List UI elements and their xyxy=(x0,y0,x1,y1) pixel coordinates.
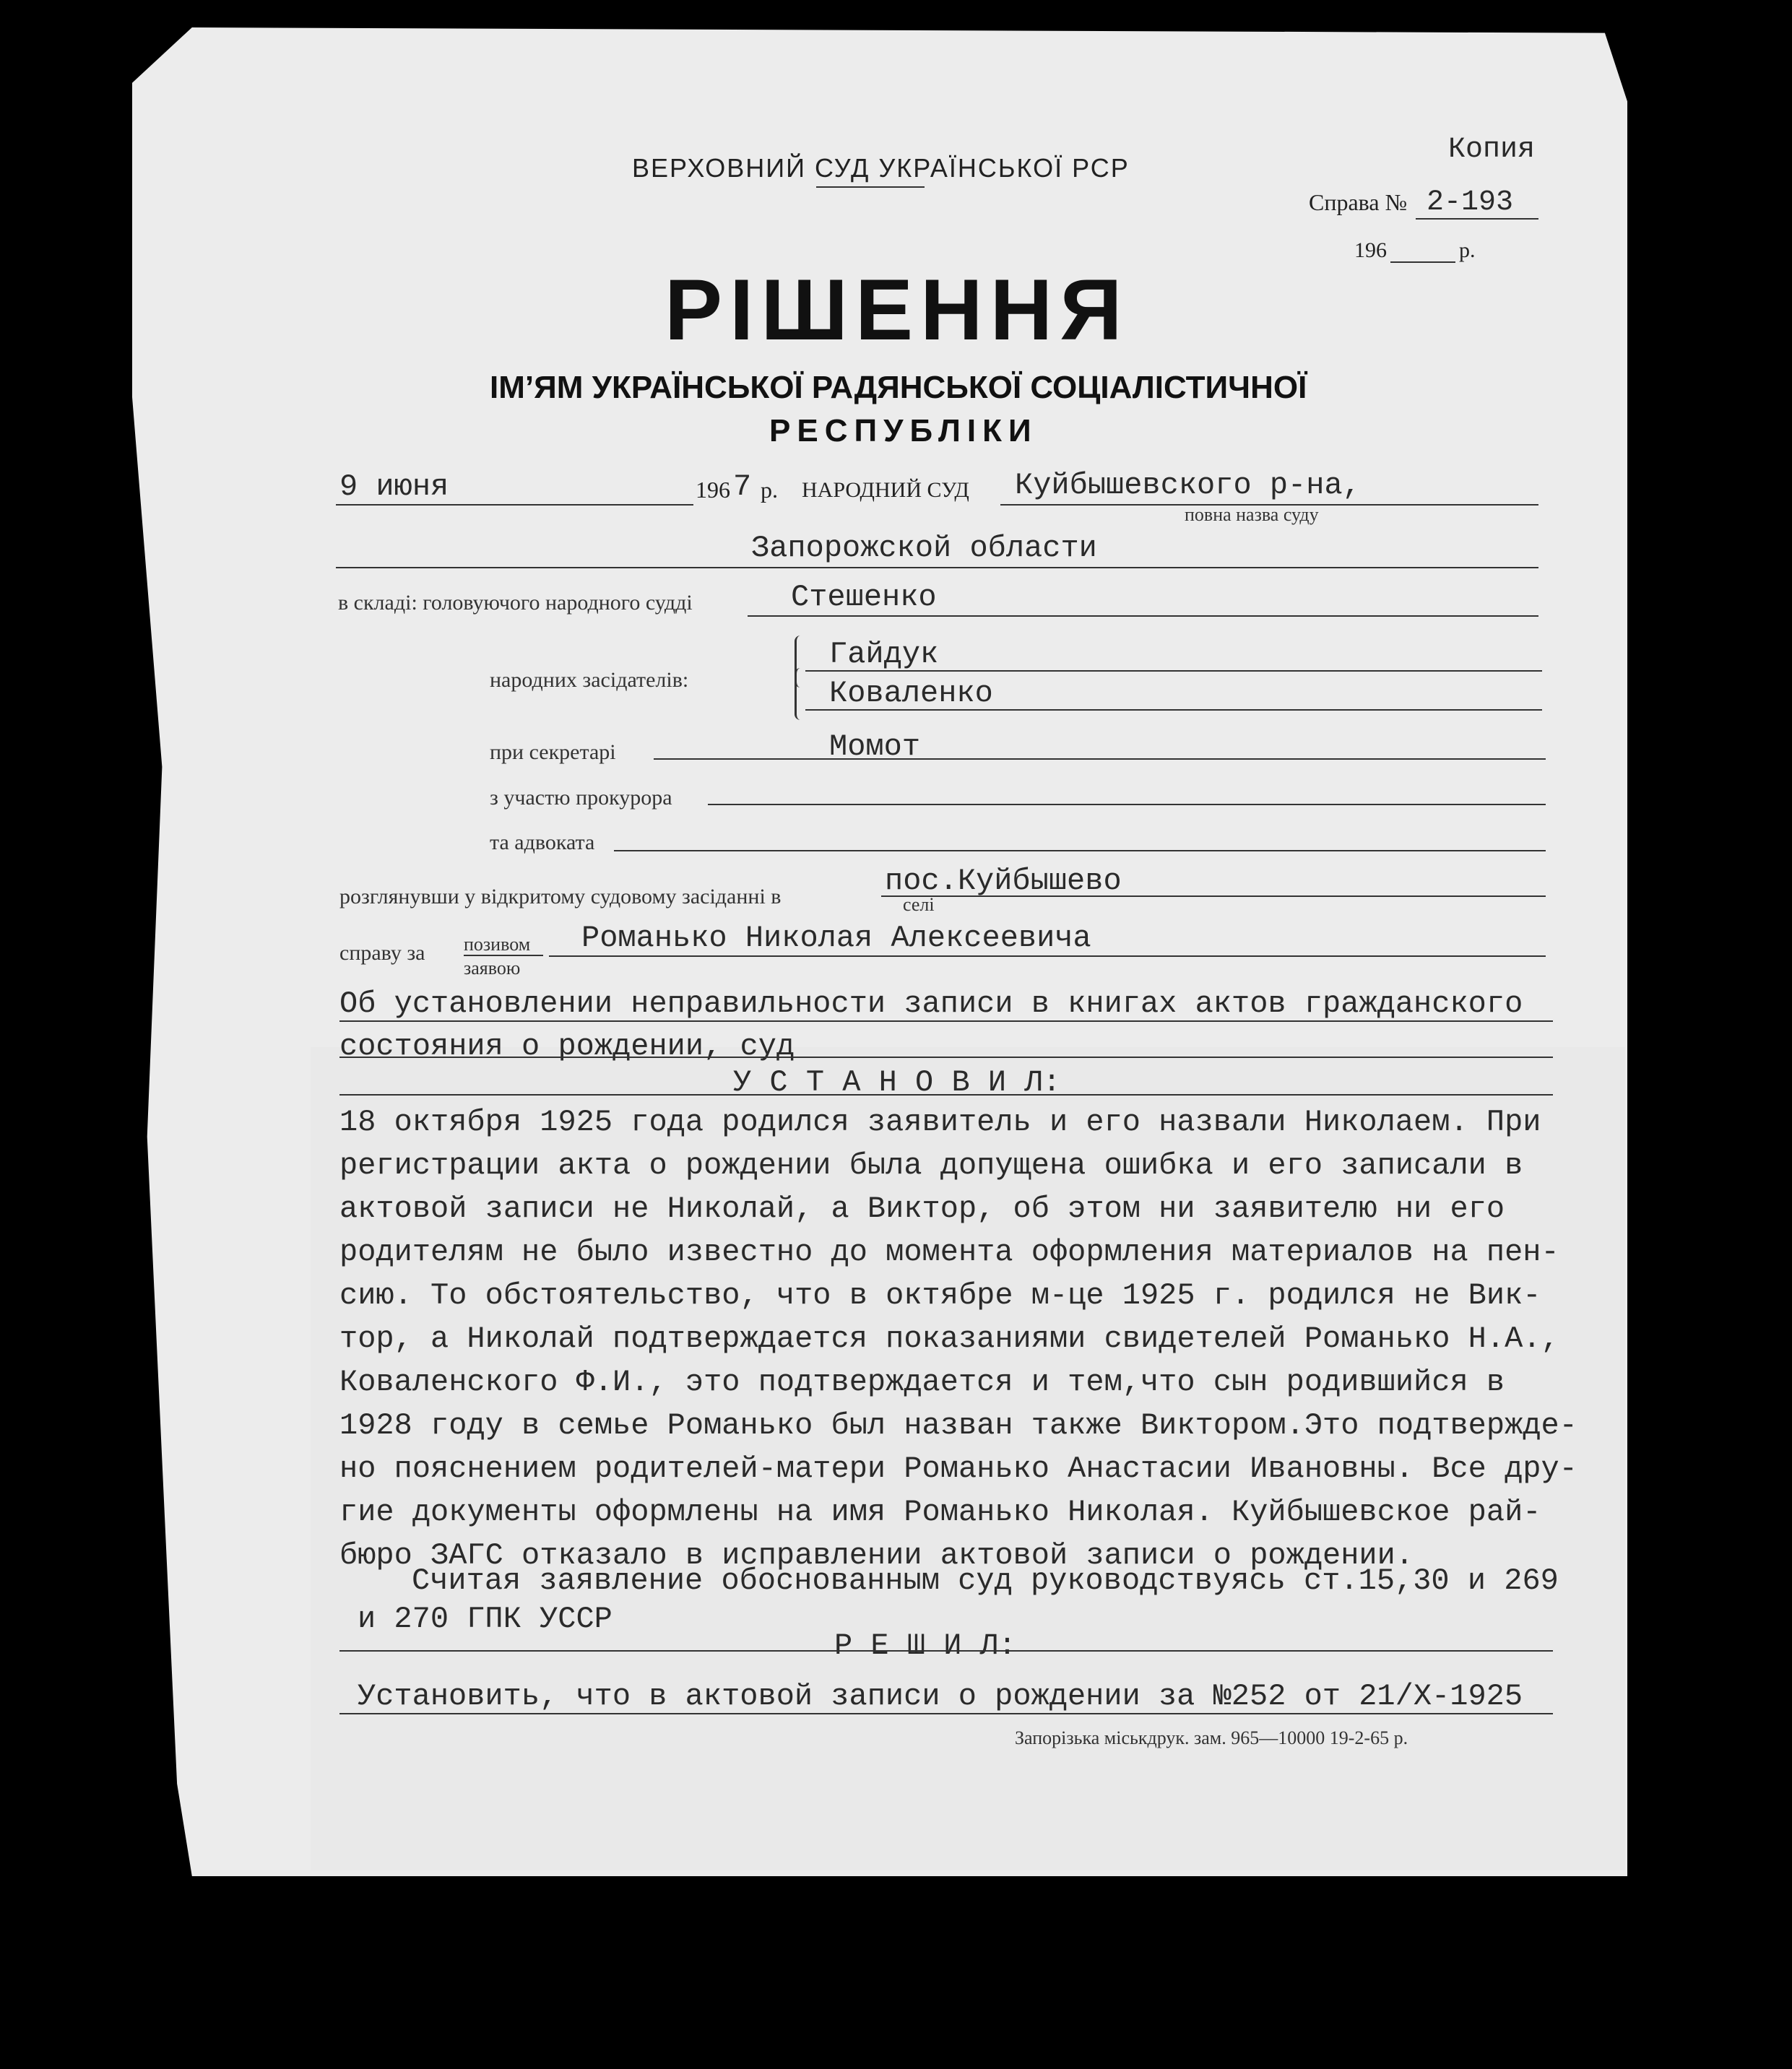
established-line: Коваленского Ф.И., это подтверждается и тем,что сын родившийся в xyxy=(339,1365,1505,1400)
document-subtitle-line2: РЕСПУБЛІКИ xyxy=(769,413,1038,448)
judge-label: в складі: головуючого народного судді xyxy=(338,591,693,615)
established-line: родителям не было известно до момента оформления материалов на пен- xyxy=(339,1235,1559,1270)
established-line: 18 октября 1925 года родился заявитель и его назвали Николаем. При xyxy=(339,1105,1541,1140)
established-heading: У С Т А Н О В И Л: xyxy=(733,1065,1061,1100)
established-line: но пояснением родителей-матери Романько Анастасии Ивановны. Все дру- xyxy=(339,1452,1577,1486)
advocate-underline xyxy=(614,850,1546,851)
court-value-line2: Запорожской области xyxy=(751,531,1097,565)
assessor-2: Коваленко xyxy=(829,676,993,711)
date-underline xyxy=(336,504,693,506)
prosecutor-underline xyxy=(708,804,1546,805)
year-typed: 7 xyxy=(733,469,752,504)
secretary-underline xyxy=(654,758,1546,760)
year-prefix: 196 xyxy=(1354,238,1387,262)
year-underline xyxy=(1390,261,1455,263)
secretary-value: Момот xyxy=(829,729,921,764)
considering-line1: Считая заявление обоснованным суд руководствуясь ст.15,30 и 269 xyxy=(412,1563,1559,1598)
decision-date: 9 июня xyxy=(339,469,449,504)
court-name-underline xyxy=(816,186,925,188)
court-value: Куйбышевского р-на, xyxy=(1015,468,1361,503)
year-r: р. xyxy=(761,477,778,503)
case-for-value: Романько Николая Алексеевича xyxy=(581,921,1091,955)
established-line: тор, а Николай подтверждается показаниями свидетелей Романько Н.А., xyxy=(339,1322,1559,1356)
document-title: РІШЕННЯ xyxy=(665,261,1130,358)
session-hint-village: селі xyxy=(903,894,935,915)
statement-hint: заявою xyxy=(464,958,521,979)
year-suffix: р. xyxy=(1459,238,1476,262)
claim-hint: позивом xyxy=(464,934,531,955)
established-underline xyxy=(339,1094,1553,1096)
secretary-label: при секретарі xyxy=(490,740,616,764)
prosecutor-label: з участю прокурора xyxy=(490,786,672,810)
session-underline xyxy=(881,895,1546,897)
case-label: Справа № xyxy=(1309,189,1408,215)
subject-line2-underline xyxy=(339,1057,1553,1058)
established-line: сию. То обстоятельство, что в октябре м-це 1925 г. родился не Вик- xyxy=(339,1278,1541,1313)
decided-underline xyxy=(339,1650,1553,1652)
year-printed: 196 xyxy=(696,477,730,503)
case-for-label: справу за xyxy=(339,941,425,965)
decision-underline xyxy=(339,1713,1553,1714)
subject-line1-underline xyxy=(339,1020,1553,1022)
established-line: регистрации акта о рождении была допущена ошибка и его записали в xyxy=(339,1148,1523,1183)
session-label: розглянувши у відкритому судовому засіданні в xyxy=(339,885,782,908)
assessor-2-underline xyxy=(805,709,1542,711)
printer-note: Запорізька міськдрук. зам. 965—10000 19-2-65 р. xyxy=(1015,1727,1408,1748)
advocate-label: та адвоката xyxy=(490,830,595,854)
established-line: актовой записи не Николай, а Виктор, об этом ни заявителю ни его xyxy=(339,1192,1505,1226)
judge-value: Стешенко xyxy=(791,580,937,615)
document-subtitle-line1: ІМ’ЯМ УКРАЇНСЬКОЇ РАДЯНСЬКОЇ СОЦІАЛІСТИЧНОЇ xyxy=(490,370,1307,405)
subject-line1: Об установлении неправильности записи в книгах актов гражданского xyxy=(339,986,1523,1021)
session-value: пос.Куйбышево xyxy=(885,864,1122,898)
case-number: 2-193 xyxy=(1427,186,1514,219)
court-hint: повна назва суду xyxy=(1185,504,1319,525)
claim-hint-divider xyxy=(464,955,543,956)
decided-heading: Р Е Ш И Л: xyxy=(834,1628,1017,1663)
considering-line2: и 270 ГПК УССР xyxy=(358,1602,613,1636)
established-line: гие документы оформлены на имя Романько Николая. Куйбышевское рай- xyxy=(339,1495,1541,1530)
assessors-brace-lower xyxy=(795,668,805,720)
subject-line2: состояния о рождении, суд xyxy=(339,1029,795,1064)
court-line2-underline xyxy=(336,567,1538,568)
assessors-label: народних засідателів: xyxy=(490,668,689,692)
court-label: НАРОДНИЙ СУД xyxy=(802,478,969,502)
court-name-heading: ВЕРХОВНИЙ СУД УКРАЇНСЬКОЇ РСР xyxy=(632,153,1130,183)
established-line: 1928 году в семье Романько был назван также Виктором.Это подтвержде- xyxy=(339,1408,1577,1443)
case-for-underline xyxy=(549,955,1546,957)
established-line: бюро ЗАГС отказало в исправлении актовой записи о рождении. xyxy=(339,1538,1414,1573)
copy-label: Копия xyxy=(1448,134,1536,166)
case-number-underline xyxy=(1416,218,1538,220)
decision-line: Установить, что в актовой записи о рождении за №252 от 21/X-1925 xyxy=(358,1679,1523,1714)
judge-underline xyxy=(748,615,1538,617)
assessor-1: Гайдук xyxy=(829,637,939,672)
assessor-1-underline xyxy=(805,670,1542,672)
